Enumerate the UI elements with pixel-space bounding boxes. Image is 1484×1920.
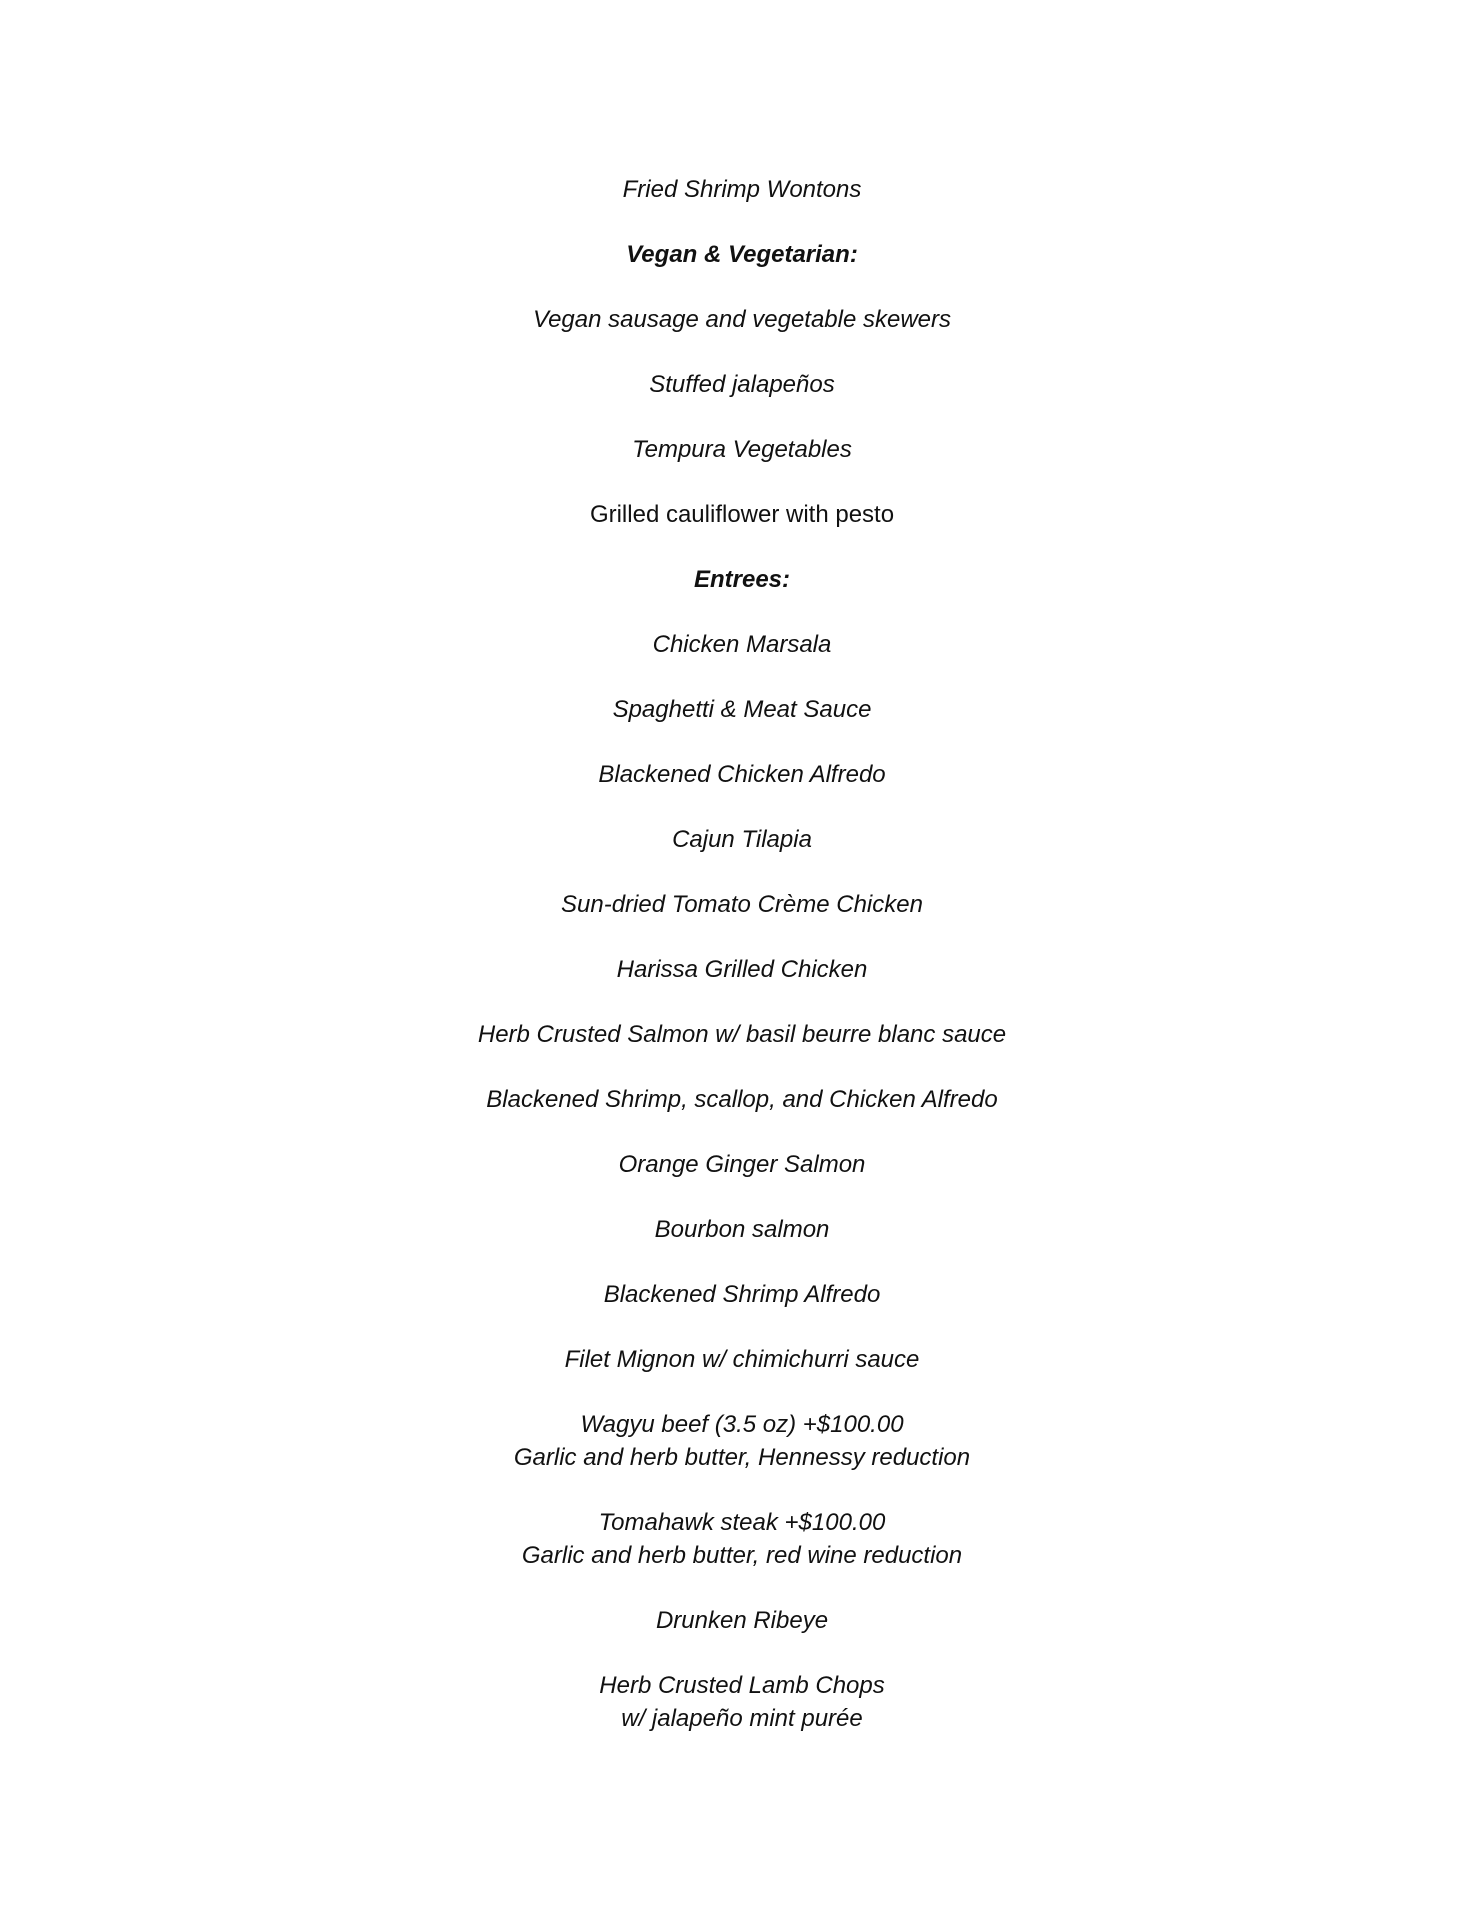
menu-item-herb-crusted-lamb-chops: Herb Crusted Lamb Chops — [599, 1672, 885, 1699]
menu-item-cajun-tilapia: Cajun Tilapia — [672, 826, 812, 853]
menu-item-tomahawk-steak-description: Garlic and herb butter, red wine reduction — [521, 1542, 963, 1569]
menu-item-blackened-shrimp-alfredo: Blackened Shrimp Alfredo — [603, 1281, 881, 1308]
menu-item-grilled-cauliflower: Grilled cauliflower with pesto — [589, 501, 895, 528]
menu-item-chicken-marsala: Chicken Marsala — [652, 631, 832, 658]
menu-item-drunken-ribeye: Drunken Ribeye — [655, 1607, 829, 1634]
menu-item-wagyu-beef-description: Garlic and herb butter, Hennessy reduction — [513, 1444, 971, 1471]
menu-item-orange-ginger-salmon: Orange Ginger Salmon — [618, 1151, 866, 1178]
menu-item-fried-shrimp-wontons: Fried Shrimp Wontons — [622, 176, 862, 203]
menu-item-tempura-vegetables: Tempura Vegetables — [632, 436, 852, 463]
menu-item-wagyu-beef: Wagyu beef (3.5 oz) +$100.00 — [580, 1411, 904, 1438]
menu-item-herb-crusted-lamb-chops-description: w/ jalapeño mint purée — [621, 1705, 863, 1732]
section-heading-vegan-vegetarian: Vegan & Vegetarian: — [626, 241, 858, 268]
menu-item-sun-dried-tomato-chicken: Sun-dried Tomato Crème Chicken — [561, 891, 923, 918]
menu-item-spaghetti-meat-sauce: Spaghetti & Meat Sauce — [612, 696, 872, 723]
menu-item-herb-crusted-salmon: Herb Crusted Salmon w/ basil beurre blanc sauce — [477, 1021, 1007, 1048]
menu-item-blackened-shrimp-scallop-chicken: Blackened Shrimp, scallop, and Chicken Alfredo — [486, 1086, 998, 1113]
menu-item-bourbon-salmon: Bourbon salmon — [654, 1216, 830, 1243]
section-heading-entrees: Entrees: — [693, 566, 791, 593]
menu-item-tomahawk-steak: Tomahawk steak +$100.00 — [598, 1509, 886, 1536]
menu-item-filet-mignon: Filet Mignon w/ chimichurri sauce — [564, 1346, 920, 1373]
menu-item-vegan-sausage-skewers: Vegan sausage and vegetable skewers — [532, 306, 952, 333]
menu-item-stuffed-jalapenos: Stuffed jalapeños — [649, 371, 835, 398]
menu-item-blackened-chicken-alfredo: Blackened Chicken Alfredo — [598, 761, 886, 788]
menu-item-harissa-grilled-chicken: Harissa Grilled Chicken — [616, 956, 868, 983]
